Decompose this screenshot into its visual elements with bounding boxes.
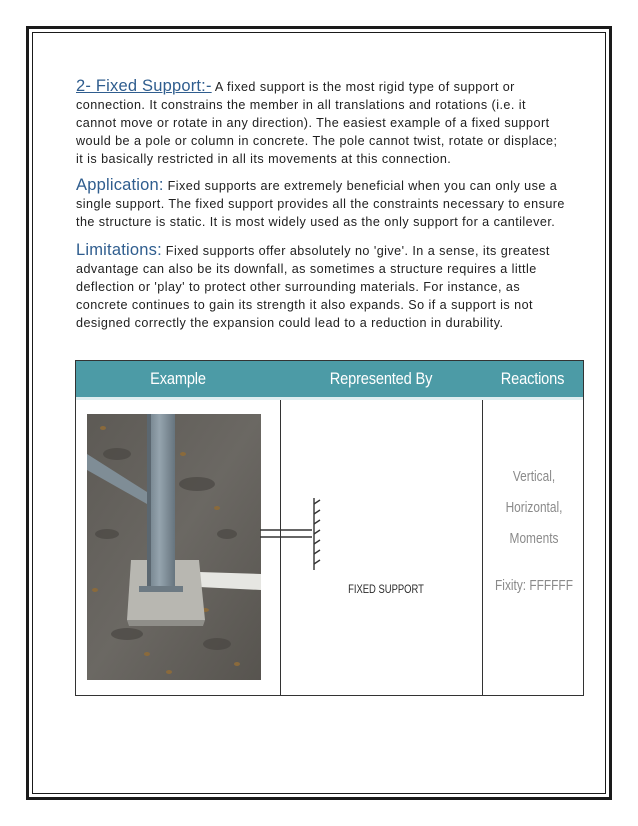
- fixed-support-text: A fixed support is the most rigid type of support or connection. It constrains the member in all translations and rotations (i.e. it cannot move or rotate in any direction). The easiest example of a fixed support would be a pole or column in concrete. The pole cannot twist, rotate or displace; it is basically restricted in all its movements at this connection.: [76, 80, 558, 166]
- fixed-support-symbol-icon: [260, 496, 340, 574]
- limitations-heading: Limitations:: [76, 241, 162, 259]
- fixity-value: Fixity: FFFFFF: [495, 578, 573, 594]
- fixed-support-photo: [87, 414, 261, 680]
- column-divider-2: [482, 400, 483, 695]
- reaction-vertical: Vertical,: [512, 469, 556, 485]
- table-header-row: [76, 361, 583, 397]
- fixed-support-paragraph: [76, 77, 568, 168]
- reactions-list: [493, 462, 575, 555]
- header-example: Example: [150, 369, 206, 388]
- reaction-moments: Moments: [509, 531, 559, 547]
- application-heading: Application:: [76, 176, 164, 194]
- header-represented-by: Represented By: [329, 369, 433, 388]
- header-reactions: Reactions: [500, 369, 565, 388]
- application-paragraph: [76, 176, 568, 231]
- header-underline-band: [76, 397, 583, 400]
- fixed-support-label: FIXED SUPPORT: [348, 584, 424, 596]
- limitations-paragraph: [76, 241, 568, 332]
- application-text: Fixed supports are extremely beneficial when you can only use a single support. The fixed support provides all the constraints necessary to ensure the structure is static. It is most widely used as the only support for a cantilever.: [76, 179, 565, 229]
- limitations-text: Fixed supports offer absolutely no 'give'. In a sense, its greatest advantage can also be its downfall, as sometimes a structure requires a little deflection or 'play' to protect other surrounding materials. For instance, as concrete continues to gain its strength it also expands. So if a support is not designed correctly the expansion could lead to a reduction in durability.: [76, 244, 550, 330]
- fixed-support-heading: 2- Fixed Support:-: [76, 77, 212, 95]
- reaction-horizontal: Horizontal,: [505, 500, 563, 516]
- document-body: [76, 77, 568, 332]
